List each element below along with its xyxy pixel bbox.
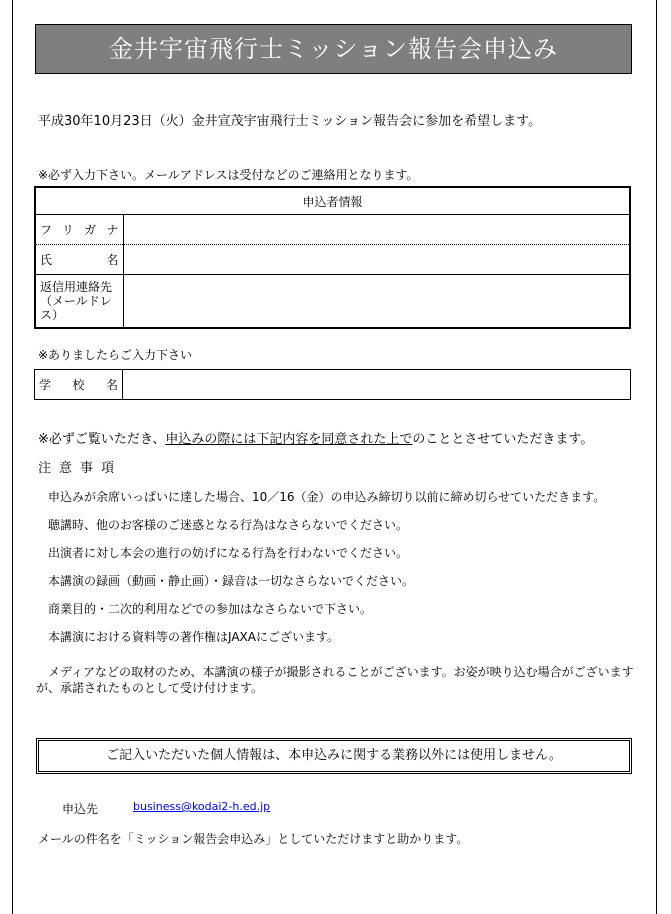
email-field[interactable]: [123, 275, 630, 329]
school-field[interactable]: [123, 370, 631, 400]
contact-label-line1: 返信用連絡先: [40, 280, 113, 294]
furigana-field[interactable]: [123, 215, 630, 245]
name-field[interactable]: [123, 245, 630, 275]
optional-note: ※ありましたらご入力下さい: [38, 348, 193, 362]
consent-suffix: のこととさせていただきます。: [412, 432, 594, 447]
intro-text: 平成30年10月23日（火）金井宣茂宇宙飛行士ミッション報告会に参加を希望します。: [38, 114, 542, 129]
note-item: 申込みが余席いっぱいに達した場合、10／16（金）の申込み締切り以前に締め切らせていただきます。: [48, 490, 606, 504]
notes-title: 注意事項: [38, 461, 123, 476]
furigana-label: フリガナ: [35, 215, 123, 245]
page-title: 金井宇宙飛行士ミッション報告会申込み: [35, 24, 632, 74]
privacy-note: ご記入いただいた個人情報は、本申込みに関する業務以外には使用しません。: [36, 738, 632, 774]
media-note: メディアなどの取材のため、本講演の様子が撮影されることがございます。お姿が映り込む場合がございますが、承諾されたものとして受け付けます。: [36, 665, 634, 695]
name-label: 氏名: [35, 245, 123, 275]
consent-note: [38, 428, 593, 447]
school-label: 学校名: [35, 370, 123, 400]
contact-label-line2: （メールドレス）: [40, 294, 112, 322]
destination-email-link[interactable]: business@kodai2-h.ed.jp: [133, 800, 271, 813]
applicant-table: [34, 186, 631, 329]
consent-prefix: ※必ずご覧いただき、: [38, 432, 166, 447]
contact-label: [35, 275, 123, 329]
note-item: 本講演の録画（動画・静止画）・録音は一切なさらないでください。: [48, 574, 415, 588]
applicant-table-header: 申込者情報: [35, 187, 630, 215]
required-note: ※必ず入力下さい。メールアドレスは受付などのご連絡用となります。: [38, 168, 419, 182]
note-item: 本講演における資料等の著作権はJAXAにございます。: [48, 630, 340, 644]
school-table: [34, 369, 631, 400]
consent-underlined: 申込みの際には下記内容を同意された上で: [165, 432, 413, 447]
note-item: 商業目的・二次的利用などでの参加はなさらないで下さい。: [48, 602, 373, 616]
destination-label: 申込先: [62, 802, 99, 816]
note-item: 出演者に対し本会の進行の妨げになる行為を行わないでください。: [48, 546, 409, 560]
note-item: 聴講時、他のお客様のご迷惑となる行為はなさらないでください。: [48, 518, 409, 532]
subject-note: メールの件名を「ミッション報告会申込み」としていただけますと助かります。: [38, 832, 469, 846]
